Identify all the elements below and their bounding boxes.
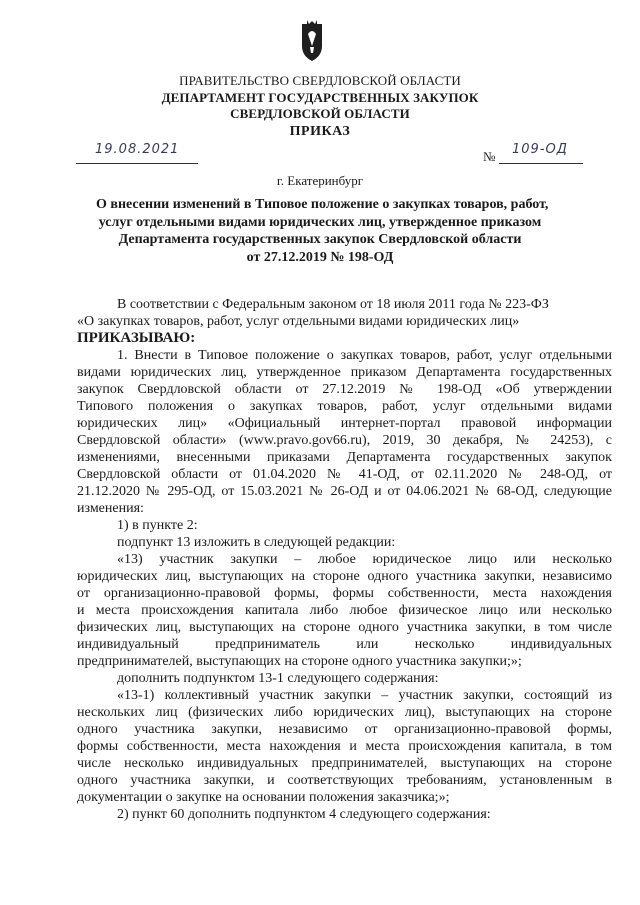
title-line: услуг отдельными видами юридических лиц, утвержденное приказом bbox=[98, 214, 542, 230]
paragraph-line: одного участника закупки, и соответствующих требованиям, установленным в bbox=[77, 773, 612, 788]
paragraph-line: и места происхождения капитала либо любое физическое лицо или несколько bbox=[77, 603, 612, 618]
item-2: 2) пункт 60 дополнить подпунктом 4 следующего содержания: bbox=[117, 807, 491, 822]
title-line: от 27.12.2019 № 198-ОД bbox=[246, 249, 394, 265]
department-heading-line1: ДЕПАРТАМЕНТ ГОСУДАРСТВЕННЫХ ЗАКУПОК bbox=[161, 90, 479, 105]
paragraph-line: физических лиц, выступающих на стороне одного участника закупки, в том числе bbox=[77, 620, 612, 635]
city: г. Екатеринбург bbox=[276, 173, 364, 188]
subitem-13-intro: подпункт 13 изложить в следующей редакции: bbox=[117, 535, 396, 550]
paragraph-line: предпринимателей, выступающих на стороне одного участника закупки;»; bbox=[77, 654, 522, 669]
paragraph-line: 1. Внести в Типовое положение о закупках товаров, работ, услуг отдельными bbox=[117, 348, 612, 363]
document-title bbox=[96, 196, 549, 266]
paragraph-line: юридических лиц, выступающих на стороне одного участника закупки, независимо bbox=[77, 569, 612, 584]
paragraph-line: Свердловской области» (www.pravo.gov66.ru), 2019, 30 декабря, № 24253), с bbox=[77, 433, 612, 448]
paragraph-line: «13-1) коллективный участник закупки – участник закупки, состоящий из bbox=[117, 688, 612, 703]
paragraph-line: документации о закупке на основании положения заказчика;»; bbox=[77, 790, 450, 805]
subitem-13-1-intro: дополнить подпунктом 13-1 следующего содержания: bbox=[117, 671, 439, 686]
title-line: Департамента государственных закупок Свердловской области bbox=[118, 232, 522, 247]
paragraph-line: юридических лиц» «Официальный интернет-портал правовой информации bbox=[77, 416, 612, 431]
government-heading: ПРАВИТЕЛЬСТВО СВЕРДЛОВСКОЙ ОБЛАСТИ bbox=[179, 73, 461, 88]
title-line: О внесении изменений в Типовое положение о закупках товаров, работ, bbox=[96, 197, 549, 212]
department-heading-line2: СВЕРДЛОВСКОЙ ОБЛАСТИ bbox=[230, 106, 410, 121]
paragraph-line: закупок Свердловской области от 27.12.2019 № 198-ОД «Об утверждении bbox=[77, 382, 612, 397]
paragraph-line: Свердловской области от 01.04.2020 № 41-ОД, от 02.11.2020 № 248-ОД, от bbox=[77, 467, 612, 482]
item-1: 1) в пункте 2: bbox=[117, 518, 198, 533]
order-word: ПРИКАЗЫВАЮ: bbox=[77, 330, 196, 346]
intro-line: В соответствии с Федеральным законом от 18 июля 2011 года № 223-ФЗ bbox=[117, 297, 549, 312]
document-type: ПРИКАЗ bbox=[289, 124, 351, 139]
paragraph-line: видами юридических лиц, утвержденное приказом Департамента государственных bbox=[77, 365, 612, 380]
paragraph-line: индивидуальный предприниматель или несколько индивидуальных bbox=[77, 637, 612, 652]
paragraph-line: «13) участник закупки – любое юридическое лицо или несколько bbox=[117, 552, 612, 567]
intro-line: «О закупках товаров, работ, услуг отдельными видами юридических лиц» bbox=[77, 314, 520, 329]
paragraph-line: Типового положения о закупках товаров, работ, услуг отдельными видами bbox=[77, 399, 612, 414]
order-date: 19.08.2021 bbox=[95, 142, 180, 157]
paragraph-line: от организационно-правовой формы, формы собственности, места нахождения bbox=[77, 586, 612, 601]
paragraph-line: изменениями, внесенными приказами Департамента государственных закупок bbox=[77, 450, 612, 465]
order-number: 109-ОД bbox=[512, 142, 568, 157]
paragraph-line: нескольких лиц (физических либо юридических лиц), выступающих на стороне bbox=[77, 705, 612, 720]
number-label: № bbox=[483, 149, 496, 164]
paragraph-line: изменения: bbox=[77, 501, 144, 516]
paragraph-line: формы собственности, места нахождения и места происхождения капитала, в том bbox=[77, 739, 612, 754]
paragraph-line: одного участника закупки, независимо от организационно-правовой формы, bbox=[77, 722, 612, 737]
paragraph-line: 21.12.2020 № 295-ОД, от 15.03.2021 № 26-ОД и от 04.06.2021 № 68-ОД, следующие bbox=[77, 484, 612, 499]
paragraph-line: числе несколько индивидуальных предпринимателей, выступающих на стороне bbox=[77, 756, 612, 771]
coat-of-arms-emblem bbox=[299, 20, 325, 62]
document-body bbox=[77, 296, 612, 823]
